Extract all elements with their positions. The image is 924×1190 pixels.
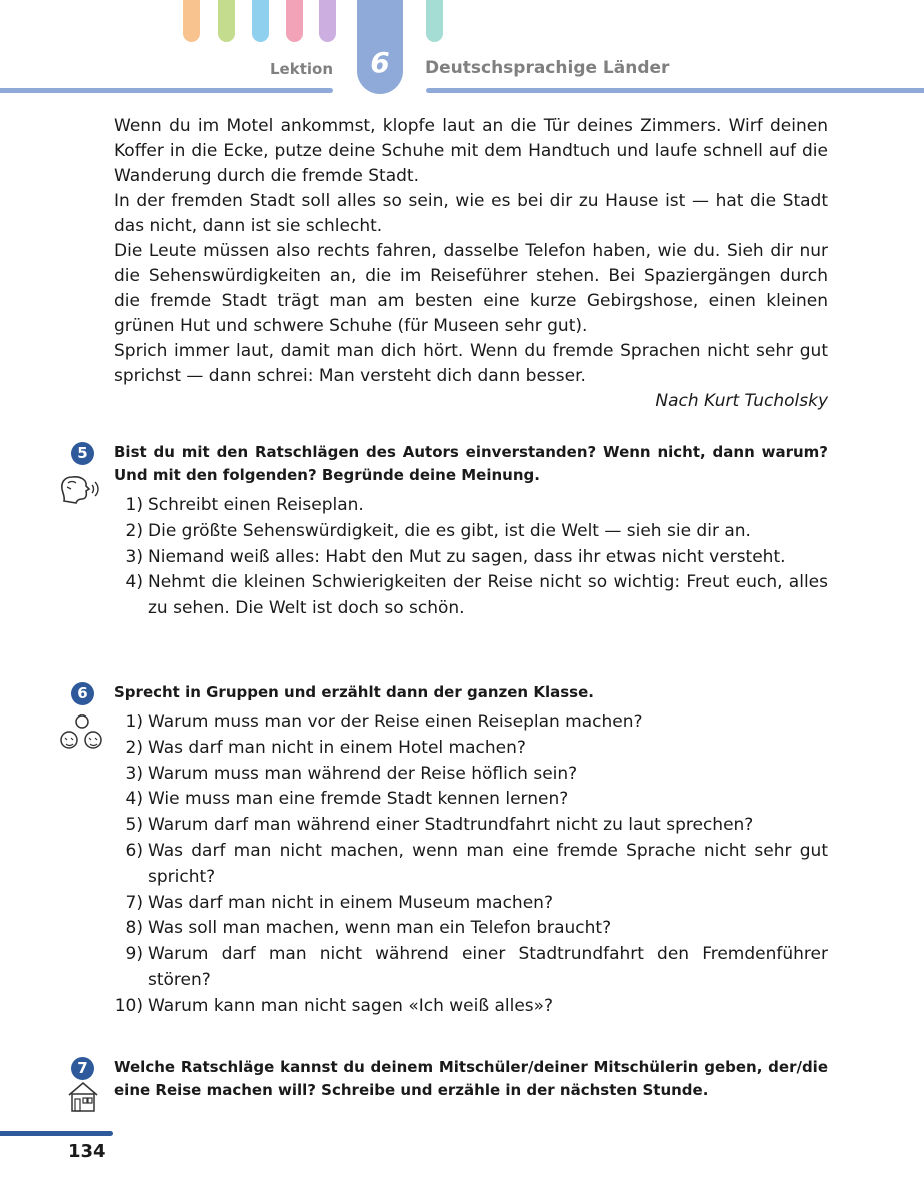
list-item-number: 4): [125, 789, 143, 810]
list-item-number: 6): [125, 840, 143, 861]
list-item-text: Warum muss man vor der Reise einen Reiseplan machen?: [148, 712, 643, 732]
exercise-number-badge: 5: [71, 442, 94, 465]
list-item: [108, 891, 828, 917]
list-item-number: 1): [125, 712, 143, 732]
list-item-text: Warum kann man nicht sagen «Ich weiß alles»?: [148, 995, 554, 1016]
list-item-text: Was darf man nicht in einem Museum machen?: [148, 892, 553, 913]
list-item: [108, 916, 828, 942]
list-item-text: Was soll man machen, wenn man ein Telefon braucht?: [148, 918, 612, 939]
color-tab: [426, 0, 443, 42]
page-number-bar: [0, 1131, 113, 1136]
list-item-number: 4): [125, 572, 143, 593]
reading-paragraph: Wenn du im Motel ankommst, klopfe laut an die Tür deines Zimmers. Wirf deinen Koffer in die Ecke, putze deine Schuhe mit dem Handtuch und laufe schnell auf die Wanderung durch die fremde Stadt.: [114, 116, 828, 186]
list-item: [108, 710, 828, 736]
list-item: [108, 493, 828, 519]
reading-text: [114, 114, 828, 414]
list-item: [108, 545, 828, 571]
list-item: [108, 570, 828, 622]
homework-house-icon: [66, 1080, 100, 1114]
list-item-number: 10): [114, 995, 143, 1016]
exercise-instruction: Bist du mit den Ratschlägen des Autors einverstanden? Wenn nicht, dann warum? Und mit den folgenden? Begründe deine Meinung.: [114, 443, 828, 484]
list-item-text: Warum darf man nicht während einer Stadtrundfahrt den Fremdenführer stören?: [148, 944, 828, 990]
color-tabs: [0, 0, 924, 50]
color-tab: [218, 0, 235, 42]
chapter-title: Deutschsprachige Länder: [425, 58, 670, 78]
list-item-text: Was darf man nicht in einem Hotel machen?: [148, 737, 526, 758]
color-tab: [286, 0, 303, 42]
exercise-number-badge: 7: [71, 1057, 94, 1080]
list-item: [108, 994, 828, 1020]
header-rule-left: [0, 88, 333, 93]
group-work-icon: [58, 714, 104, 752]
list-item-number: 3): [125, 546, 143, 567]
exercise-list: [108, 493, 828, 622]
list-item: [108, 942, 828, 994]
speaking-head-icon: [58, 473, 102, 507]
exercise-instruction: Welche Ratschläge kannst du deinem Mitschüler/deiner Mitschülerin geben, der/die eine Reise machen will? Schreibe und erzähle in der nächsten Stunde.: [114, 1058, 828, 1099]
exercise-list: [108, 710, 828, 1020]
color-tab: [252, 0, 269, 42]
list-item-number: 7): [125, 892, 143, 913]
reading-paragraph: Sprich immer laut, damit man dich hört. Wenn du fremde Sprachen nicht sehr gut sprichst — dann schrei: Man versteht dich dann besser.: [114, 341, 828, 386]
list-item-number: 1): [125, 495, 143, 515]
list-item-number: 2): [125, 520, 143, 541]
reading-paragraph: Die Leute müssen also rechts fahren, dasselbe Telefon haben, wie du. Sieh dir nur die Sehenswürdigkeiten an, die im Reiseführer stehen. Bei Spaziergängen durch die fremde Stadt trägt man am besten eine kurze Gebirgshose, einen kleinen grünen Hut und schwere Schuhe (für Museen sehr gut).: [114, 241, 828, 336]
list-item-number: 9): [125, 944, 143, 965]
list-item: [108, 736, 828, 762]
lesson-badge: [357, 0, 403, 94]
header-rule-right: [426, 88, 924, 93]
list-item-text: Was darf man nicht machen, wenn man eine fremde Sprache nicht sehr gut spricht?: [148, 840, 828, 887]
list-item: [108, 839, 828, 891]
list-item-number: 8): [125, 918, 143, 939]
list-item-text: Nehmt die kleinen Schwierigkeiten der Reise nicht so wichtig: Freut euch, alles zu sehen. Die Welt ist doch so schön.: [148, 572, 828, 619]
list-item-text: Warum muss man während der Reise höflich sein?: [148, 763, 578, 784]
list-item-number: 3): [125, 763, 143, 784]
color-tab: [183, 0, 200, 42]
lesson-number: 6: [370, 46, 390, 79]
list-item: [108, 787, 828, 813]
lektion-label: Lektion: [270, 60, 334, 78]
list-item: [108, 813, 828, 839]
reading-paragraph: In der fremden Stadt soll alles so sein, wie es bei dir zu Hause ist — hat die Stadt das nicht, dann ist sie schlecht.: [114, 191, 828, 236]
exercise-instruction: Sprecht in Gruppen und erzählt dann der ganzen Klasse.: [114, 683, 594, 701]
list-item: [108, 762, 828, 788]
author-credit: Nach Kurt Tucholsky: [655, 391, 828, 411]
page-number: 134: [68, 1141, 106, 1162]
list-item-text: Schreibt einen Reiseplan.: [148, 495, 364, 515]
list-item-text: Niemand weiß alles: Habt den Mut zu sagen, dass ihr etwas nicht versteht.: [148, 546, 786, 567]
color-tab: [319, 0, 336, 42]
list-item-number: 2): [125, 737, 143, 758]
exercise-number-badge: 6: [71, 682, 94, 705]
list-item-number: 5): [125, 815, 143, 836]
list-item-text: Die größte Sehenswürdigkeit, die es gibt, ist die Welt — sieh sie dir an.: [148, 520, 751, 541]
list-item: [108, 519, 828, 545]
list-item-text: Warum darf man während einer Stadtrundfahrt nicht zu laut sprechen?: [148, 815, 754, 836]
list-item-text: Wie muss man eine fremde Stadt kennen lernen?: [148, 789, 569, 810]
